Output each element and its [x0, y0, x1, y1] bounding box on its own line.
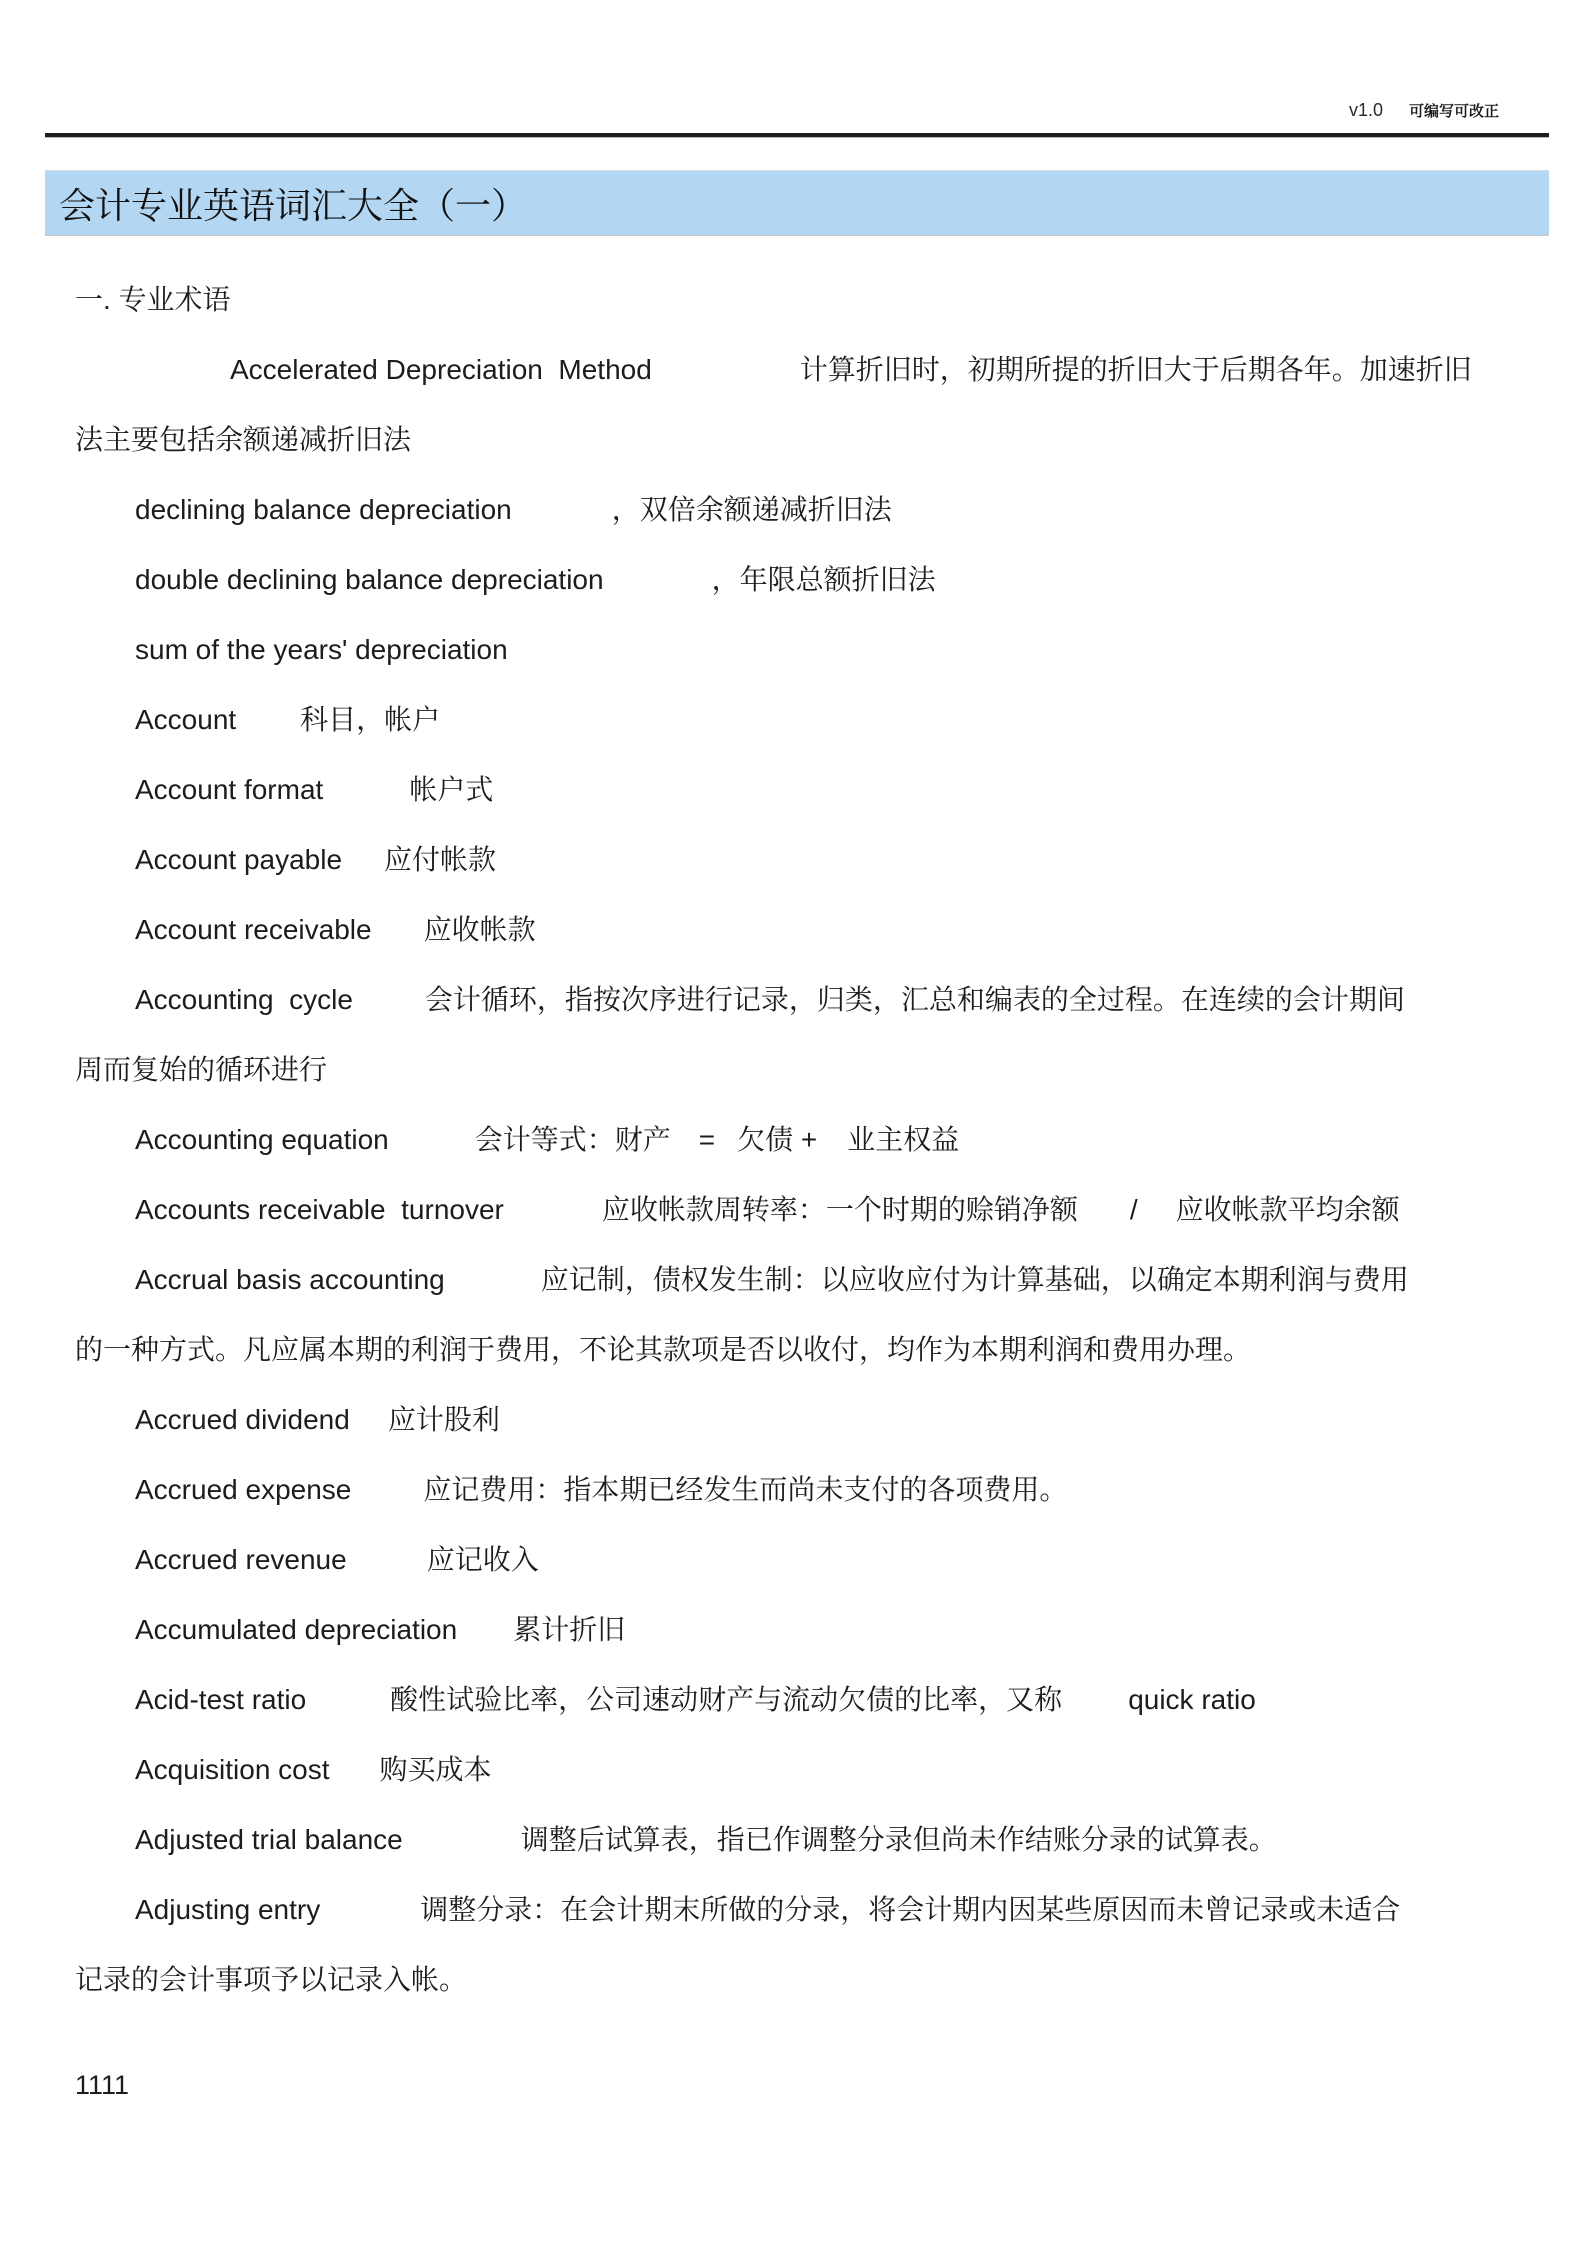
text-segment: 应付帐款 — [384, 844, 497, 875]
text-segment: Acquisition cost — [135, 1754, 330, 1785]
section-heading: 一. 专业术语 — [75, 284, 231, 315]
text-segment: Adjusting entry — [135, 1894, 321, 1925]
page-header-meta — [1349, 100, 1499, 121]
doc-line — [75, 895, 1519, 965]
text-segment: 应收帐款平均余额 — [1175, 1194, 1400, 1225]
text-segment: Accounting equation — [135, 1124, 389, 1155]
text-segment: declining balance depreciation — [135, 494, 512, 525]
header-rule — [45, 133, 1549, 138]
text-segment: Accrued dividend — [135, 1404, 350, 1435]
text-segment: 应记费用：指本期已经发生而尚未支付的各项费用。 — [423, 1474, 1068, 1505]
document-title-bar — [45, 170, 1549, 236]
text-segment: 的一种方式。凡应属本期的利润于费用，不论其款项是否以收付，均作为本期利润和费用办理。 — [75, 1334, 1252, 1365]
doc-line — [75, 1105, 1519, 1175]
text-segment: 法主要包括余额递减折旧法 — [75, 424, 412, 455]
doc-line — [75, 1805, 1519, 1875]
text-segment: 调整后试算表，指已作调整分录但尚未作结账分录的试算表。 — [520, 1824, 1277, 1855]
text-segment: 应收帐款 — [423, 914, 536, 945]
header-note: 可编写可改正 — [1408, 103, 1499, 120]
text-segment: Account receivable — [135, 914, 372, 945]
text-segment: ，双倍余额递减折旧法 — [611, 494, 892, 525]
text-segment: 周而复始的循环进行 — [75, 1054, 328, 1085]
doc-line — [75, 825, 1519, 895]
text-segment: Account format — [135, 774, 324, 805]
text-segment: 调整分录：在会计期末所做的分录，将会计期内因某些原因而未曾记录或未适合 — [420, 1894, 1401, 1925]
text-segment: 会计循环，指按次序进行记录，归类，汇总和编表的全过程。在连续的会计期间 — [424, 984, 1405, 1015]
doc-line — [75, 685, 1519, 755]
document-body — [75, 265, 1519, 2120]
doc-line — [75, 1315, 1519, 1385]
text-segment: Accelerated Depreciation Method — [230, 354, 652, 385]
doc-line — [75, 615, 1519, 685]
text-segment: 应记收入 — [426, 1544, 539, 1575]
text-segment: sum of the years' depreciation — [135, 634, 508, 665]
text-segment: Account payable — [135, 844, 343, 875]
text-segment: Accrued expense — [135, 1474, 352, 1505]
text-segment: 科目，帐户 — [300, 704, 441, 735]
text-segment: 应收帐款周转率：一个时期的赊销净额 — [601, 1194, 1078, 1225]
doc-line — [75, 1525, 1519, 1595]
doc-line — [75, 1385, 1519, 1455]
text-segment: ，年限总额折旧法 — [711, 564, 936, 595]
text-segment: 计算折旧时，初期所提的折旧大于后期各年。加速折旧 — [799, 354, 1472, 385]
doc-line — [75, 1175, 1519, 1245]
doc-line — [75, 475, 1519, 545]
doc-line — [75, 405, 1519, 475]
text-segment: Account — [135, 704, 237, 735]
vocab-lines — [75, 335, 1519, 2015]
doc-line — [75, 1735, 1519, 1805]
text-segment: 记录的会计事项予以记录入帐。 — [75, 1964, 468, 1995]
text-segment: 酸性试验比率，公司速动财产与流动欠债的比率，又称 — [390, 1684, 1063, 1715]
text-segment: Accounts receivable turnover — [135, 1194, 504, 1225]
document-title: 会计专业英语词汇大全（一） — [59, 184, 528, 226]
doc-line — [75, 335, 1519, 405]
text-segment: 会计等式：财产 — [474, 1124, 671, 1155]
doc-line — [75, 755, 1519, 825]
doc-line — [75, 965, 1519, 1035]
text-segment: quick ratio — [1128, 1684, 1256, 1715]
doc-line — [75, 1035, 1519, 1105]
doc-line — [75, 1245, 1519, 1315]
text-segment: Accumulated depreciation — [135, 1614, 458, 1645]
text-segment: 帐户式 — [409, 774, 494, 805]
text-segment: Accounting cycle — [135, 984, 353, 1015]
text-segment: / — [1129, 1194, 1138, 1225]
text-segment: 购买成本 — [379, 1754, 492, 1785]
text-segment: 累计折旧 — [513, 1614, 626, 1645]
text-segment: 应记制，债权发生制：以应收应付为计算基础，以确定本期利润与费用 — [540, 1264, 1409, 1295]
text-segment: double declining balance depreciation — [135, 564, 604, 595]
text-segment: Adjusted trial balance — [135, 1824, 403, 1855]
doc-line — [75, 1945, 1519, 2015]
text-segment: Accrual basis accounting — [135, 1264, 445, 1295]
text-segment: Acid-test ratio — [135, 1684, 307, 1715]
doc-line — [75, 1665, 1519, 1735]
page-number: 1111 — [75, 2070, 130, 2100]
text-segment: Accrued revenue — [135, 1544, 347, 1575]
text-segment: 业主权益 — [847, 1124, 960, 1155]
text-segment: 应计股利 — [387, 1404, 500, 1435]
doc-line — [75, 1455, 1519, 1525]
text-segment: 欠债 + — [737, 1124, 818, 1155]
doc-line — [75, 1875, 1519, 1945]
doc-line — [75, 1595, 1519, 1665]
doc-line — [75, 545, 1519, 615]
version-label: v1.0 — [1348, 100, 1383, 120]
text-segment: = — [698, 1124, 716, 1155]
